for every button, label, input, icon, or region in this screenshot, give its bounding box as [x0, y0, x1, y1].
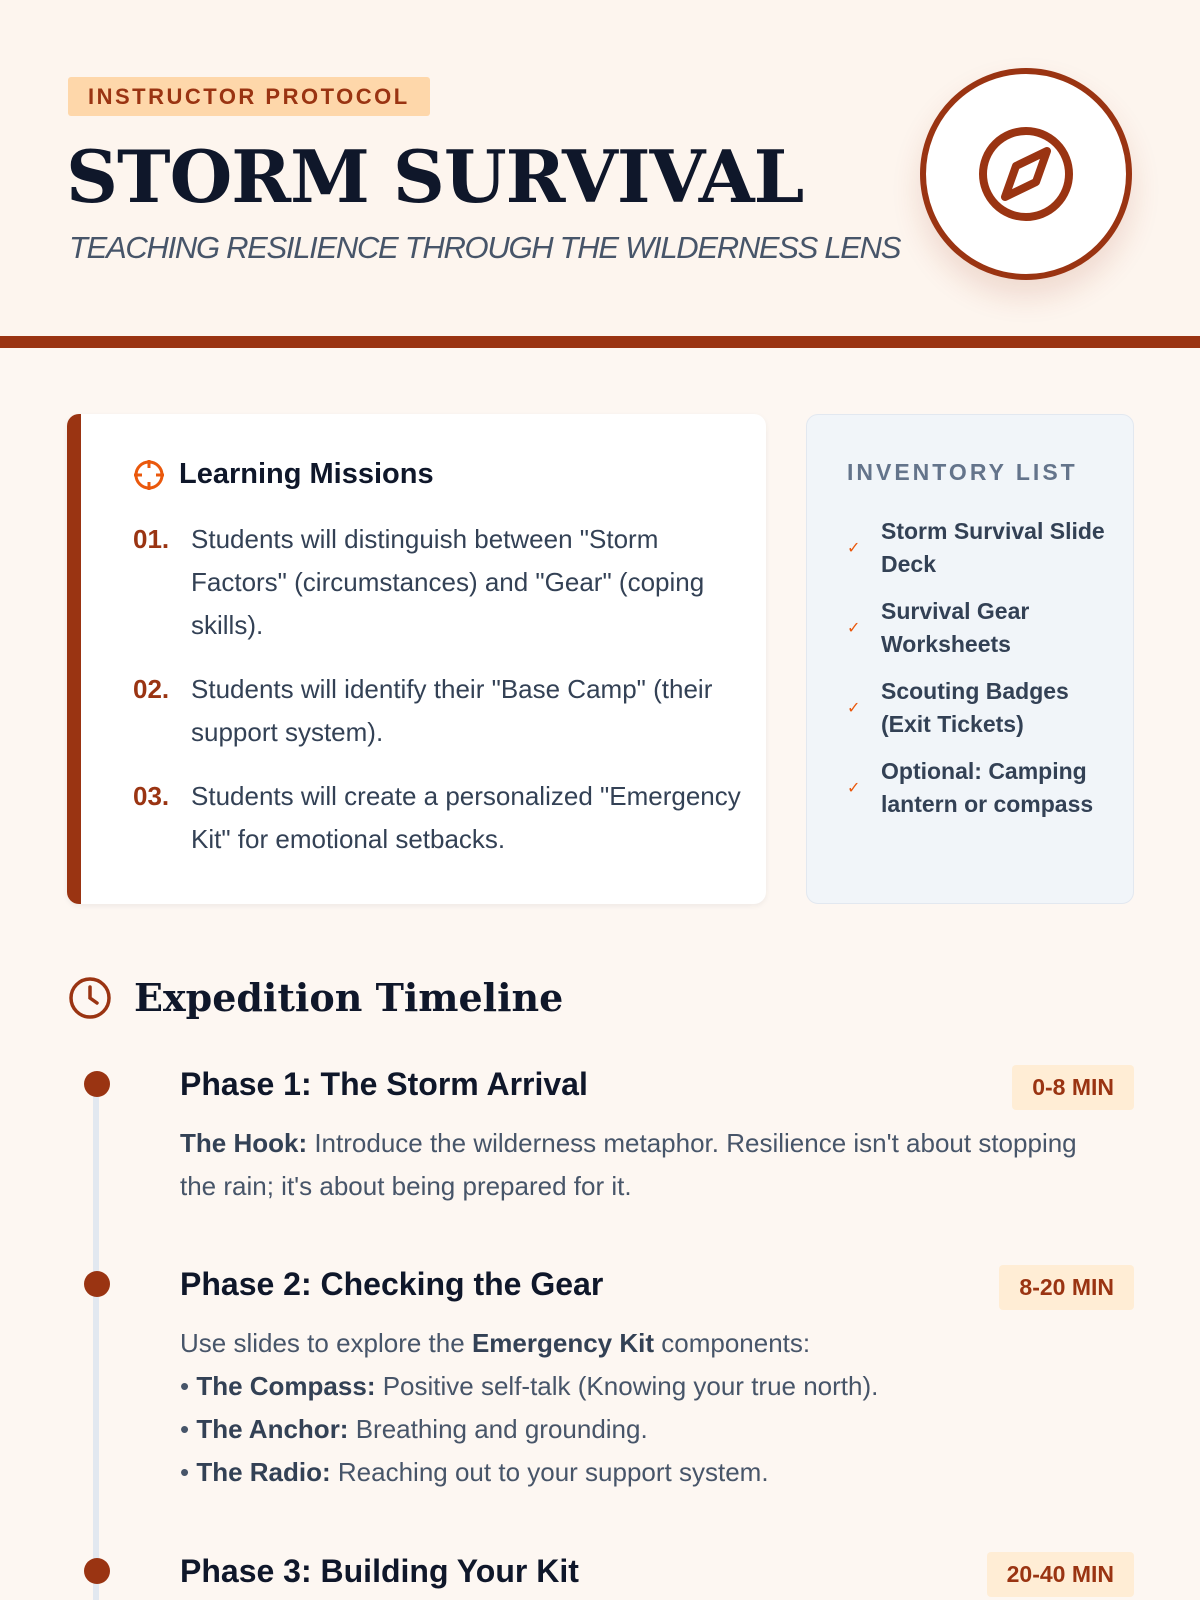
intro-text-end: components: [654, 1328, 811, 1358]
check-icon: ✓ [847, 540, 861, 557]
phase-title: Phase 2: Checking the Gear [180, 1266, 604, 1302]
mission-number: 03. [133, 781, 170, 811]
mission-item [133, 775, 751, 861]
gear-bullet: • The Radio: Reaching out to your support system. [180, 1457, 769, 1487]
gear-bullet: • The Compass: Positive self-talk (Knowing your true north). [180, 1371, 879, 1401]
mission-text: Students will distinguish between "Storm Factors" (circumstances) and "Gear" (coping skills). [191, 524, 705, 640]
bullet-label: The Compass: [196, 1371, 376, 1401]
hook-text: Introduce the wilderness metaphor. Resilience isn't about stopping the rain; it's about being prepared for it. [180, 1128, 1077, 1201]
timeline-heading: Expedition Timeline [134, 975, 564, 1020]
mission-text: Students will create a personalized "Emergency Kit" for emotional setbacks. [191, 781, 741, 854]
bullet-label: The Radio: [196, 1457, 331, 1487]
phase-title: Phase 3: Building Your Kit [180, 1553, 579, 1589]
mission-number: 01. [133, 524, 170, 554]
check-icon: ✓ [847, 780, 861, 797]
inventory-item-label: Scouting Badges (Exit Tickets) [881, 678, 1069, 737]
inventory-title: INVENTORY LIST [847, 459, 1078, 485]
compass-emblem [920, 68, 1132, 280]
inventory-item-label: Optional: Camping lantern or compass [881, 758, 1094, 817]
mission-number: 02. [133, 674, 170, 704]
inventory-item-label: Survival Gear Worksheets [881, 598, 1030, 657]
inventory-item [847, 515, 1111, 581]
time-badge: 8-20 MIN [999, 1265, 1134, 1310]
timeline-marker [84, 1071, 110, 1097]
time-badge: 0-8 MIN [1012, 1065, 1134, 1110]
mission-item [133, 668, 751, 754]
timeline-marker [84, 1271, 110, 1297]
learning-missions-card [67, 414, 766, 904]
protocol-badge: INSTRUCTOR PROTOCOL [68, 77, 430, 116]
inventory-panel [806, 414, 1134, 904]
inventory-item [847, 595, 1111, 661]
hook-label: The Hook: [180, 1128, 308, 1158]
intro-emphasis: Emergency Kit [471, 1328, 655, 1358]
page-title: STORM SURVIVAL [66, 134, 804, 219]
page-subtitle: TEACHING RESILIENCE THROUGH THE WILDERNESS LENS [69, 230, 901, 265]
mission-text: Students will identify their "Base Camp" (their support system). [191, 674, 713, 747]
check-icon: ✓ [847, 700, 861, 717]
clock-icon [68, 976, 112, 1020]
crosshair-icon [133, 459, 165, 491]
time-badge: 20-40 MIN [987, 1552, 1134, 1597]
compass-icon [976, 124, 1076, 224]
phase-description [180, 1322, 1110, 1494]
intro-text: Use slides to explore the [180, 1328, 472, 1358]
header [0, 0, 1200, 348]
bullet-label: The Anchor: [196, 1414, 349, 1444]
phase-intro [180, 1322, 1110, 1365]
timeline-marker [84, 1558, 110, 1584]
bullet-text: Reaching out to your support system. [330, 1457, 769, 1487]
check-icon: ✓ [847, 620, 861, 637]
gear-bullet: • The Anchor: Breathing and grounding. [180, 1414, 648, 1444]
bullet-text: Breathing and grounding. [348, 1414, 648, 1444]
bullet-text: Positive self-talk (Knowing your true north). [375, 1371, 879, 1401]
timeline-header [68, 975, 563, 1020]
inventory-item [847, 755, 1111, 821]
missions-heading: Learning Missions [179, 458, 434, 490]
phase-title: Phase 1: The Storm Arrival [180, 1066, 588, 1102]
missions-header [133, 458, 434, 491]
phase-description [180, 1122, 1110, 1208]
inventory-item-label: Storm Survival Slide Deck [881, 518, 1105, 577]
inventory-item [847, 675, 1111, 741]
mission-item [133, 518, 751, 647]
timeline-rail [93, 1085, 99, 1600]
